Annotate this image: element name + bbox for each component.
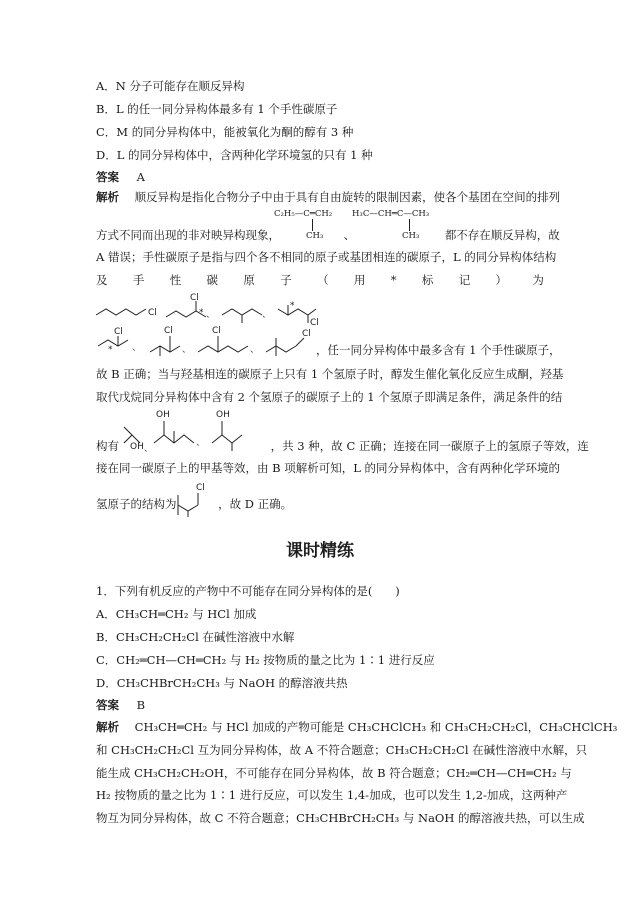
structure-2: H₃C—CH═C—CH₃ CH₃	[352, 209, 430, 241]
svg-text:Cl: Cl	[164, 326, 173, 336]
svg-text:*: *	[290, 301, 295, 311]
analysis-line-4: 及 手 性 碳 原 子 （ 用 * 标 记 ） 为	[96, 273, 544, 287]
section-title: 课时精练	[286, 541, 354, 561]
analysis-label: 解析	[96, 720, 119, 734]
question-1-option-d: D．CH₃CHBrCH₂CH₃ 与 NaOH 的醇溶液共热	[96, 676, 348, 690]
skeletal-structures-row-1	[94, 293, 354, 328]
svg-text:Cl: Cl	[114, 327, 123, 337]
svg-text:、: 、	[196, 438, 206, 448]
svg-text:、: 、	[182, 345, 192, 355]
svg-text:Cl: Cl	[148, 308, 157, 318]
analysis-line-7: 故 B 正确；当与羟基相连的碳原子上只有 1 个氢原子时，醇发生催化氧化反应生成酮，羟基	[96, 367, 564, 381]
svg-text:*: *	[108, 345, 113, 355]
answer-line-1	[96, 169, 145, 185]
option-d: D．L 的同分异构体中，含两种化学环境氢的只有 1 种	[96, 148, 373, 162]
analysis-label: 解析	[96, 190, 119, 204]
svg-text:Cl: Cl	[310, 318, 319, 328]
svg-text:、: 、	[144, 444, 154, 454]
question-1-option-c: C．CH₂═CH—CH═CH₂ 与 H₂ 按物质的量之比为 1∶1 进行反应	[96, 653, 435, 667]
svg-text:Cl: Cl	[190, 293, 199, 303]
answer-value: B	[136, 698, 146, 712]
answer-line-2	[96, 697, 145, 713]
skeletal-structures-row-2	[94, 324, 324, 364]
analysis2-line-3: 能生成 CH₃CH₂CH₂OH，不可能存在同分异构体，故 B 符合题意；CH₂═CH—CH═CH₂ 与	[96, 766, 572, 780]
svg-text:Cl: Cl	[196, 483, 205, 493]
analysis-line-1: 解析 顺反异构是指化合物分子中由于具有自由旋转的限制因素，使各个基团在空间的排列	[96, 190, 561, 204]
option-a: A．N 分子可能存在顺反异构	[96, 79, 245, 93]
analysis-line-6-tail: ，任一同分异构体中最多含有 1 个手性碳原子，	[316, 343, 561, 357]
analysis2-line-1: 解析 CH₃CH═CH₂ 与 HCl 加成的产物可能是 CH₃CHClCH₃ 和 CH₃CH₂CH₂Cl，CH₃CHClCH₃	[96, 720, 618, 734]
svg-text:、: 、	[262, 310, 272, 320]
answer-value: A	[136, 170, 145, 184]
svg-text:、: 、	[250, 345, 260, 355]
option-b: B．L 的任一同分异构体最多有 1 个手性碳原子	[96, 102, 338, 116]
analysis-line-10: 接在同一碳原子上的甲基等效，由 B 项解析可知，L 的同分异构体中，含有两种化学环境的	[96, 461, 561, 475]
question-1-option-a: A．CH₃CH═CH₂ 与 HCl 加成	[96, 607, 257, 621]
analysis2-line-5: 物互为同分异构体，故 C 不符合题意；CH₃CHBrCH₂CH₃ 与 NaOH 的醇溶液共热，可以生成	[96, 811, 585, 825]
analysis-line-11: 氢原子的结构为 ，故 D 正确。	[96, 497, 293, 511]
svg-text:Cl: Cl	[302, 329, 311, 339]
analysis-line-2: 方式不同而出现的非对映异构现象， 、 都不存在顺反异构，故	[96, 228, 560, 242]
svg-text:OH: OH	[156, 410, 170, 420]
svg-text:Cl: Cl	[212, 326, 221, 336]
svg-text:、: 、	[206, 310, 216, 320]
question-1-option-b: B．CH₃CH₂CH₂Cl 在碱性溶液中水解	[96, 630, 295, 644]
question-1-stem: 1．下列有机反应的产物中不可能存在同分异构体的是( )	[96, 584, 400, 598]
answer-label: 答案	[96, 170, 119, 184]
analysis2-line-2: 和 CH₃CH₂CH₂Cl 互为同分异构体，故 A 不符合题意；CH₃CH₂CH₂Cl 在碱性溶液中水解，只	[96, 743, 588, 757]
answer-label: 答案	[96, 698, 119, 712]
analysis-line-3: A 错误；手性碳原子是指与四个各不相同的原子或基团相连的碳原子，L 的同分异构体结构	[96, 250, 557, 264]
analysis-line-9: 构有 ，共 3 种，故 C 正确；连接在同一碳原子上的氢原子等效，连	[96, 439, 589, 453]
svg-text:、: 、	[132, 343, 142, 353]
svg-text:*: *	[199, 308, 204, 318]
analysis-line-8: 取代戊烷同分异构体中含有 2 个氢原子的碳原子上的 1 个氢原子即满足条件，满足条件的结	[96, 390, 563, 404]
svg-text:OH: OH	[216, 410, 230, 420]
structure-1: C₂H₅—C═CH₂ CH₃	[274, 209, 333, 241]
svg-text:OH: OH	[130, 442, 144, 452]
option-c: C．M 的同分异构体中，能被氧化为酮的醇有 3 种	[96, 125, 354, 139]
analysis2-line-4: H₂ 按物质的量之比为 1∶1 进行反应，可以发生 1,4-加成，也可以发生 1,2-加成，这两种产	[96, 788, 568, 802]
